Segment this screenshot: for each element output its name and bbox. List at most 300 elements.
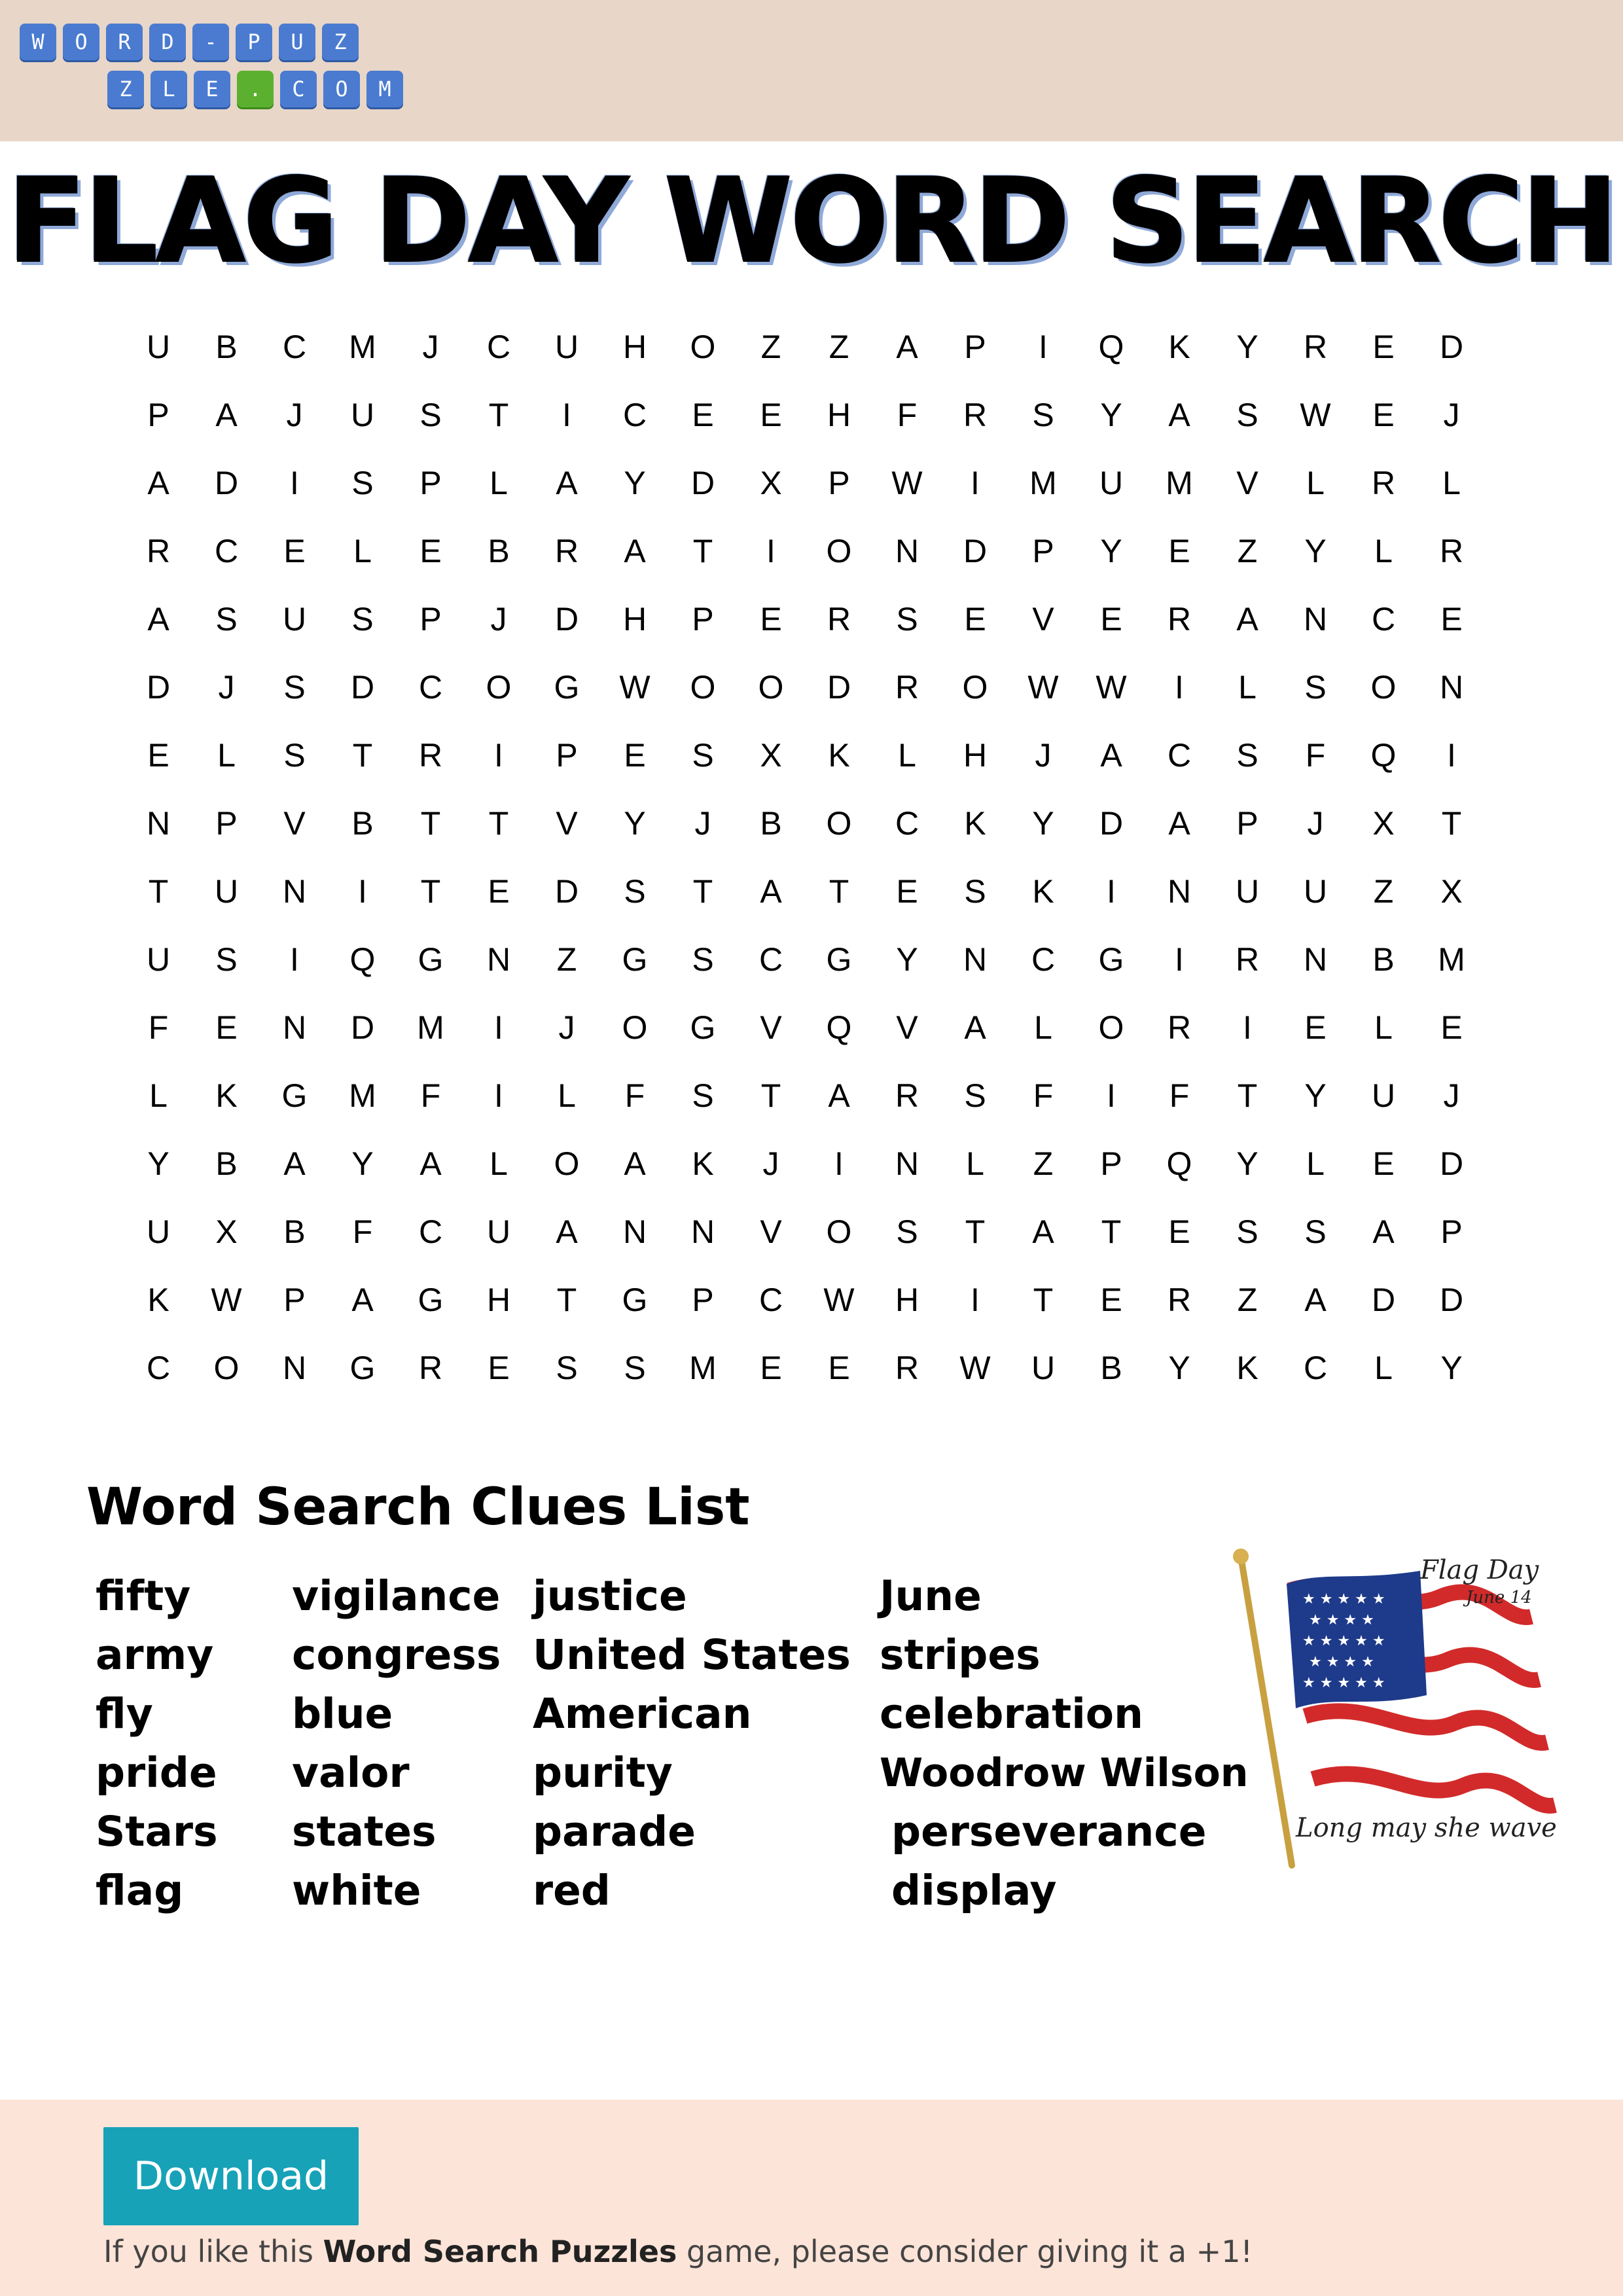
grid-cell[interactable]: E (760, 1350, 782, 1386)
grid-cell[interactable]: I (290, 941, 299, 978)
grid-cell[interactable]: U (1031, 1350, 1056, 1386)
grid-cell[interactable]: M (689, 1350, 717, 1386)
grid-cell[interactable]: M (1029, 465, 1057, 501)
site-logo[interactable] (20, 24, 391, 115)
grid-cell[interactable]: J (1035, 737, 1052, 774)
grid-cell[interactable]: R (1235, 941, 1260, 978)
grid-cell[interactable]: G (349, 1350, 376, 1386)
grid-cell[interactable]: S (1236, 397, 1258, 433)
grid-cell[interactable]: T (488, 805, 509, 842)
grid-cell[interactable]: C (146, 1350, 171, 1386)
grid-cell[interactable]: P (964, 329, 986, 365)
grid-cell[interactable]: K (828, 737, 850, 774)
grid-cell[interactable]: V (760, 1009, 782, 1046)
grid-cell[interactable]: O (690, 669, 716, 706)
grid-cell[interactable]: L (898, 737, 916, 774)
grid-cell[interactable]: Q (1370, 737, 1397, 774)
grid-cell[interactable]: B (760, 805, 782, 842)
grid-cell[interactable]: R (554, 533, 579, 569)
grid-cell[interactable]: F (1033, 1077, 1054, 1114)
grid-cell[interactable]: S (351, 465, 374, 501)
grid-cell[interactable]: W (891, 465, 923, 501)
grid-cell[interactable]: E (488, 873, 510, 910)
grid-cell[interactable]: U (282, 601, 307, 637)
grid-cell[interactable]: N (1439, 669, 1464, 706)
grid-cell[interactable]: I (290, 465, 299, 501)
grid-cell[interactable]: I (494, 1009, 503, 1046)
grid-cell[interactable]: Y (1100, 397, 1122, 433)
grid-cell[interactable]: E (1304, 1009, 1327, 1046)
grid-cell[interactable]: C (214, 533, 239, 569)
grid-cell[interactable]: K (1236, 1350, 1258, 1386)
grid-cell[interactable]: Y (896, 941, 918, 978)
grid-cell[interactable]: V (760, 1213, 782, 1250)
grid-cell[interactable]: U (1371, 1077, 1396, 1114)
grid-cell[interactable]: S (1236, 737, 1258, 774)
grid-cell[interactable]: R (1439, 533, 1464, 569)
grid-cell[interactable]: H (622, 329, 647, 365)
grid-cell[interactable]: R (418, 737, 443, 774)
grid-cell[interactable]: C (282, 329, 307, 365)
grid-cell[interactable]: J (558, 1009, 575, 1046)
grid-cell[interactable]: B (351, 805, 374, 842)
grid-cell[interactable]: D (554, 601, 579, 637)
grid-cell[interactable]: Y (624, 465, 646, 501)
grid-cell[interactable]: T (1033, 1282, 1054, 1318)
grid-cell[interactable]: T (148, 873, 169, 910)
grid-cell[interactable]: A (147, 601, 169, 637)
grid-cell[interactable]: I (766, 533, 776, 569)
grid-cell[interactable]: A (147, 465, 169, 501)
grid-cell[interactable]: O (826, 533, 852, 569)
grid-cell[interactable]: G (281, 1077, 308, 1114)
grid-cell[interactable]: B (1100, 1350, 1122, 1386)
grid-cell[interactable]: F (897, 397, 918, 433)
grid-cell[interactable]: E (1440, 601, 1463, 637)
grid-cell[interactable]: A (419, 1145, 442, 1182)
grid-cell[interactable]: L (1374, 533, 1393, 569)
grid-cell[interactable]: E (488, 1350, 510, 1386)
grid-cell[interactable]: A (1236, 601, 1258, 637)
grid-cell[interactable]: D (554, 873, 579, 910)
grid-cell[interactable]: Z (1033, 1145, 1054, 1182)
grid-cell[interactable]: S (692, 1077, 714, 1114)
grid-cell[interactable]: C (418, 669, 443, 706)
grid-cell[interactable]: N (1303, 601, 1328, 637)
grid-cell[interactable]: J (490, 601, 507, 637)
grid-cell[interactable]: D (1099, 805, 1124, 842)
grid-cell[interactable]: I (971, 465, 980, 501)
grid-cell[interactable]: S (964, 1077, 986, 1114)
grid-cell[interactable]: S (1304, 1213, 1327, 1250)
grid-cell[interactable]: A (624, 533, 646, 569)
grid-cell[interactable]: R (1167, 1009, 1192, 1046)
grid-cell[interactable]: S (283, 669, 306, 706)
grid-cell[interactable]: X (760, 465, 782, 501)
grid-cell[interactable]: U (350, 397, 375, 433)
grid-cell[interactable]: W (619, 669, 651, 706)
grid-cell[interactable]: Y (1236, 1145, 1258, 1182)
grid-cell[interactable]: G (826, 941, 852, 978)
grid-cell[interactable]: C (1303, 1350, 1328, 1386)
grid-cell[interactable]: D (146, 669, 171, 706)
grid-cell[interactable]: K (964, 805, 986, 842)
grid-cell[interactable]: S (692, 941, 714, 978)
grid-cell[interactable]: O (826, 1213, 852, 1250)
grid-cell[interactable]: N (895, 1145, 919, 1182)
grid-cell[interactable]: F (352, 1213, 373, 1250)
grid-cell[interactable]: L (490, 465, 508, 501)
grid-cell[interactable]: V (1032, 601, 1054, 637)
grid-cell[interactable]: G (622, 1282, 648, 1318)
grid-cell[interactable]: V (556, 805, 578, 842)
grid-cell[interactable]: A (556, 465, 578, 501)
grid-cell[interactable]: H (827, 397, 851, 433)
grid-cell[interactable]: L (1034, 1009, 1052, 1046)
grid-cell[interactable]: O (826, 805, 852, 842)
grid-cell[interactable]: L (217, 737, 236, 774)
grid-cell[interactable]: I (971, 1282, 980, 1318)
grid-cell[interactable]: W (211, 1282, 242, 1318)
grid-cell[interactable]: R (895, 669, 919, 706)
grid-cell[interactable]: S (896, 601, 918, 637)
grid-cell[interactable]: M (1438, 941, 1465, 978)
grid-cell[interactable]: U (1303, 873, 1328, 910)
grid-cell[interactable]: Y (1236, 329, 1258, 365)
grid-cell[interactable]: K (215, 1077, 238, 1114)
grid-cell[interactable]: L (1374, 1009, 1393, 1046)
grid-cell[interactable]: Y (147, 1145, 169, 1182)
grid-cell[interactable]: Z (829, 329, 849, 365)
grid-cell[interactable]: Z (556, 941, 577, 978)
grid-cell[interactable]: S (556, 1350, 578, 1386)
grid-cell[interactable]: S (1304, 669, 1327, 706)
grid-cell[interactable]: F (624, 1077, 645, 1114)
grid-cell[interactable]: O (554, 1145, 580, 1182)
grid-cell[interactable]: Y (1032, 805, 1054, 842)
grid-cell[interactable]: I (562, 397, 571, 433)
grid-cell[interactable]: R (1371, 465, 1396, 501)
grid-cell[interactable]: D (1439, 1145, 1464, 1182)
grid-cell[interactable]: M (349, 1077, 376, 1114)
grid-cell[interactable]: D (214, 465, 239, 501)
grid-cell[interactable]: D (1439, 329, 1464, 365)
grid-cell[interactable]: T (556, 1282, 577, 1318)
grid-cell[interactable]: E (760, 397, 782, 433)
grid-cell[interactable]: A (1032, 1213, 1054, 1250)
grid-cell[interactable]: T (1441, 805, 1462, 842)
grid-cell[interactable]: D (1439, 1282, 1464, 1318)
grid-cell[interactable]: G (690, 1009, 716, 1046)
grid-cell[interactable]: E (1100, 601, 1122, 637)
grid-cell[interactable]: S (964, 873, 986, 910)
grid-cell[interactable]: L (1306, 1145, 1325, 1182)
grid-cell[interactable]: W (1027, 669, 1059, 706)
grid-cell[interactable]: A (1168, 397, 1190, 433)
grid-cell[interactable]: E (828, 1350, 850, 1386)
grid-cell[interactable]: Q (826, 1009, 852, 1046)
grid-cell[interactable]: S (215, 941, 238, 978)
grid-cell[interactable]: G (418, 1282, 444, 1318)
grid-cell[interactable]: S (215, 601, 238, 637)
grid-cell[interactable]: R (895, 1350, 919, 1386)
grid-cell[interactable]: E (692, 397, 714, 433)
grid-cell[interactable]: T (420, 805, 441, 842)
grid-cell[interactable]: N (895, 533, 919, 569)
grid-cell[interactable]: V (896, 1009, 918, 1046)
grid-cell[interactable]: U (554, 329, 579, 365)
grid-cell[interactable]: H (895, 1282, 919, 1318)
grid-cell[interactable]: S (351, 601, 374, 637)
grid-cell[interactable]: U (214, 873, 239, 910)
grid-cell[interactable]: P (1236, 805, 1258, 842)
grid-cell[interactable]: R (146, 533, 171, 569)
grid-cell[interactable]: T (829, 873, 849, 910)
grid-cell[interactable]: P (828, 465, 850, 501)
grid-cell[interactable]: T (692, 873, 713, 910)
grid-cell[interactable]: L (1442, 465, 1461, 501)
grid-cell[interactable]: L (966, 1145, 984, 1182)
grid-cell[interactable]: R (1167, 1282, 1192, 1318)
grid-cell[interactable]: A (1168, 805, 1190, 842)
grid-cell[interactable]: S (419, 397, 442, 433)
grid-cell[interactable]: O (690, 329, 716, 365)
grid-cell[interactable]: R (963, 397, 988, 433)
grid-cell[interactable]: S (624, 873, 646, 910)
grid-cell[interactable]: L (1238, 669, 1257, 706)
grid-cell[interactable]: Y (1304, 1077, 1327, 1114)
grid-cell[interactable]: P (1032, 533, 1054, 569)
grid-cell[interactable]: P (419, 465, 442, 501)
grid-cell[interactable]: I (1107, 1077, 1116, 1114)
grid-cell[interactable]: C (622, 397, 647, 433)
grid-cell[interactable]: E (1168, 533, 1190, 569)
grid-cell[interactable]: Z (1373, 873, 1394, 910)
grid-cell[interactable]: T (965, 1213, 986, 1250)
grid-cell[interactable]: W (959, 1350, 991, 1386)
grid-cell[interactable]: J (762, 1145, 779, 1182)
grid-cell[interactable]: F (420, 1077, 441, 1114)
grid-cell[interactable]: M (349, 329, 376, 365)
grid-cell[interactable]: O (486, 669, 512, 706)
grid-cell[interactable]: O (213, 1350, 240, 1386)
grid-cell[interactable]: X (760, 737, 782, 774)
grid-cell[interactable]: I (1107, 873, 1116, 910)
grid-cell[interactable]: X (1440, 873, 1463, 910)
grid-cell[interactable]: I (494, 737, 503, 774)
grid-cell[interactable]: W (1300, 397, 1331, 433)
grid-cell[interactable]: H (622, 601, 647, 637)
grid-cell[interactable]: J (1443, 1077, 1460, 1114)
grid-cell[interactable]: D (350, 1009, 375, 1046)
grid-cell[interactable]: T (760, 1077, 781, 1114)
grid-cell[interactable]: E (1440, 1009, 1463, 1046)
grid-cell[interactable]: P (1100, 1145, 1122, 1182)
grid-cell[interactable]: G (1098, 941, 1124, 978)
grid-cell[interactable]: Y (624, 805, 646, 842)
grid-cell[interactable]: U (486, 1213, 511, 1250)
grid-cell[interactable]: R (1303, 329, 1328, 365)
grid-cell[interactable]: P (692, 601, 714, 637)
grid-cell[interactable]: J (422, 329, 439, 365)
grid-cell[interactable]: A (556, 1213, 578, 1250)
grid-cell[interactable]: L (1374, 1350, 1393, 1386)
grid-cell[interactable]: M (1166, 465, 1193, 501)
grid-cell[interactable]: F (1169, 1077, 1190, 1114)
grid-cell[interactable]: Y (1100, 533, 1122, 569)
grid-cell[interactable]: S (624, 1350, 646, 1386)
grid-cell[interactable]: B (1372, 941, 1395, 978)
grid-cell[interactable]: Y (1440, 1350, 1463, 1386)
grid-cell[interactable]: V (283, 805, 306, 842)
grid-cell[interactable]: N (1303, 941, 1328, 978)
grid-cell[interactable]: Q (1098, 329, 1124, 365)
grid-cell[interactable]: Y (1168, 1350, 1190, 1386)
grid-cell[interactable]: E (1100, 1282, 1122, 1318)
grid-cell[interactable]: N (146, 805, 171, 842)
grid-cell[interactable]: K (692, 1145, 714, 1182)
grid-cell[interactable]: N (963, 941, 988, 978)
grid-cell[interactable]: R (895, 1077, 919, 1114)
grid-cell[interactable]: E (283, 533, 306, 569)
grid-cell[interactable]: A (1372, 1213, 1395, 1250)
grid-cell[interactable]: E (147, 737, 169, 774)
grid-cell[interactable]: N (1167, 873, 1192, 910)
grid-cell[interactable]: P (419, 601, 442, 637)
grid-cell[interactable]: L (1306, 465, 1325, 501)
grid-cell[interactable]: I (834, 1145, 844, 1182)
grid-cell[interactable]: H (486, 1282, 511, 1318)
grid-cell[interactable]: E (419, 533, 442, 569)
grid-cell[interactable]: Z (760, 329, 781, 365)
grid-cell[interactable]: D (350, 669, 375, 706)
grid-cell[interactable]: T (488, 397, 509, 433)
grid-cell[interactable]: O (1370, 669, 1397, 706)
grid-cell[interactable]: Z (1237, 533, 1258, 569)
grid-cell[interactable]: U (146, 1213, 171, 1250)
grid-cell[interactable]: A (896, 329, 918, 365)
grid-cell[interactable]: J (694, 805, 711, 842)
grid-cell[interactable]: E (624, 737, 646, 774)
grid-cell[interactable]: V (1236, 465, 1258, 501)
grid-cell[interactable]: R (827, 601, 851, 637)
word-search-grid[interactable] (124, 313, 1486, 1402)
grid-cell[interactable]: K (1032, 873, 1054, 910)
grid-cell[interactable]: W (823, 1282, 855, 1318)
grid-cell[interactable]: U (146, 329, 171, 365)
grid-cell[interactable]: A (351, 1282, 374, 1318)
download-button[interactable]: Download (103, 2127, 359, 2225)
grid-cell[interactable]: S (1236, 1213, 1258, 1250)
grid-cell[interactable]: A (964, 1009, 986, 1046)
grid-cell[interactable]: A (283, 1145, 306, 1182)
grid-cell[interactable]: I (1175, 669, 1184, 706)
grid-cell[interactable]: S (896, 1213, 918, 1250)
grid-cell[interactable]: B (488, 533, 510, 569)
grid-cell[interactable]: L (558, 1077, 576, 1114)
grid-cell[interactable]: Q (1166, 1145, 1192, 1182)
grid-cell[interactable]: D (690, 465, 715, 501)
grid-cell[interactable]: E (896, 873, 918, 910)
grid-cell[interactable]: D (963, 533, 988, 569)
grid-cell[interactable]: Y (351, 1145, 374, 1182)
grid-cell[interactable]: K (147, 1282, 169, 1318)
grid-cell[interactable]: U (1099, 465, 1124, 501)
grid-cell[interactable]: N (486, 941, 511, 978)
grid-cell[interactable]: N (282, 873, 307, 910)
grid-cell[interactable]: Y (1304, 533, 1327, 569)
grid-cell[interactable]: A (1100, 737, 1122, 774)
grid-cell[interactable]: T (692, 533, 713, 569)
grid-cell[interactable]: O (758, 669, 784, 706)
grid-cell[interactable]: O (1098, 1009, 1124, 1046)
grid-cell[interactable]: S (283, 737, 306, 774)
grid-cell[interactable]: B (215, 329, 238, 365)
grid-cell[interactable]: L (490, 1145, 508, 1182)
grid-cell[interactable]: I (1039, 329, 1048, 365)
grid-cell[interactable]: P (556, 737, 578, 774)
grid-cell[interactable]: T (420, 873, 441, 910)
grid-cell[interactable]: T (352, 737, 373, 774)
grid-cell[interactable]: F (1305, 737, 1326, 774)
grid-cell[interactable]: E (1372, 1145, 1395, 1182)
grid-cell[interactable]: Q (349, 941, 376, 978)
grid-cell[interactable]: E (760, 601, 782, 637)
grid-cell[interactable]: I (358, 873, 367, 910)
grid-cell[interactable]: I (1447, 737, 1456, 774)
grid-cell[interactable]: X (215, 1213, 238, 1250)
grid-cell[interactable]: L (353, 533, 372, 569)
grid-cell[interactable]: Z (1237, 1282, 1258, 1318)
grid-cell[interactable]: H (963, 737, 988, 774)
grid-cell[interactable]: I (1243, 1009, 1252, 1046)
grid-cell[interactable]: B (215, 1145, 238, 1182)
grid-cell[interactable]: A (624, 1145, 646, 1182)
grid-cell[interactable]: U (1235, 873, 1260, 910)
grid-cell[interactable]: L (149, 1077, 168, 1114)
grid-cell[interactable]: M (417, 1009, 444, 1046)
grid-cell[interactable]: F (148, 1009, 169, 1046)
grid-cell[interactable]: K (1168, 329, 1190, 365)
grid-cell[interactable]: R (1167, 601, 1192, 637)
grid-cell[interactable]: B (283, 1213, 306, 1250)
grid-cell[interactable]: C (758, 1282, 783, 1318)
grid-cell[interactable]: C (758, 941, 783, 978)
grid-cell[interactable]: P (1440, 1213, 1463, 1250)
grid-cell[interactable]: C (1371, 601, 1396, 637)
grid-cell[interactable]: X (1372, 805, 1395, 842)
grid-cell[interactable]: C (1167, 737, 1192, 774)
grid-cell[interactable]: S (692, 737, 714, 774)
grid-cell[interactable]: E (1372, 329, 1395, 365)
grid-cell[interactable]: P (147, 397, 169, 433)
grid-cell[interactable]: J (286, 397, 303, 433)
grid-cell[interactable]: G (622, 941, 648, 978)
grid-cell[interactable]: U (146, 941, 171, 978)
grid-cell[interactable]: G (554, 669, 580, 706)
grid-cell[interactable]: C (418, 1213, 443, 1250)
grid-cell[interactable]: T (1101, 1213, 1122, 1250)
grid-cell[interactable]: E (215, 1009, 238, 1046)
grid-cell[interactable]: P (215, 805, 238, 842)
grid-cell[interactable]: P (692, 1282, 714, 1318)
grid-cell[interactable]: T (1237, 1077, 1258, 1114)
grid-cell[interactable]: C (1031, 941, 1056, 978)
grid-cell[interactable]: D (827, 669, 851, 706)
grid-cell[interactable]: E (1168, 1213, 1190, 1250)
grid-cell[interactable]: O (622, 1009, 648, 1046)
grid-cell[interactable]: J (1443, 397, 1460, 433)
